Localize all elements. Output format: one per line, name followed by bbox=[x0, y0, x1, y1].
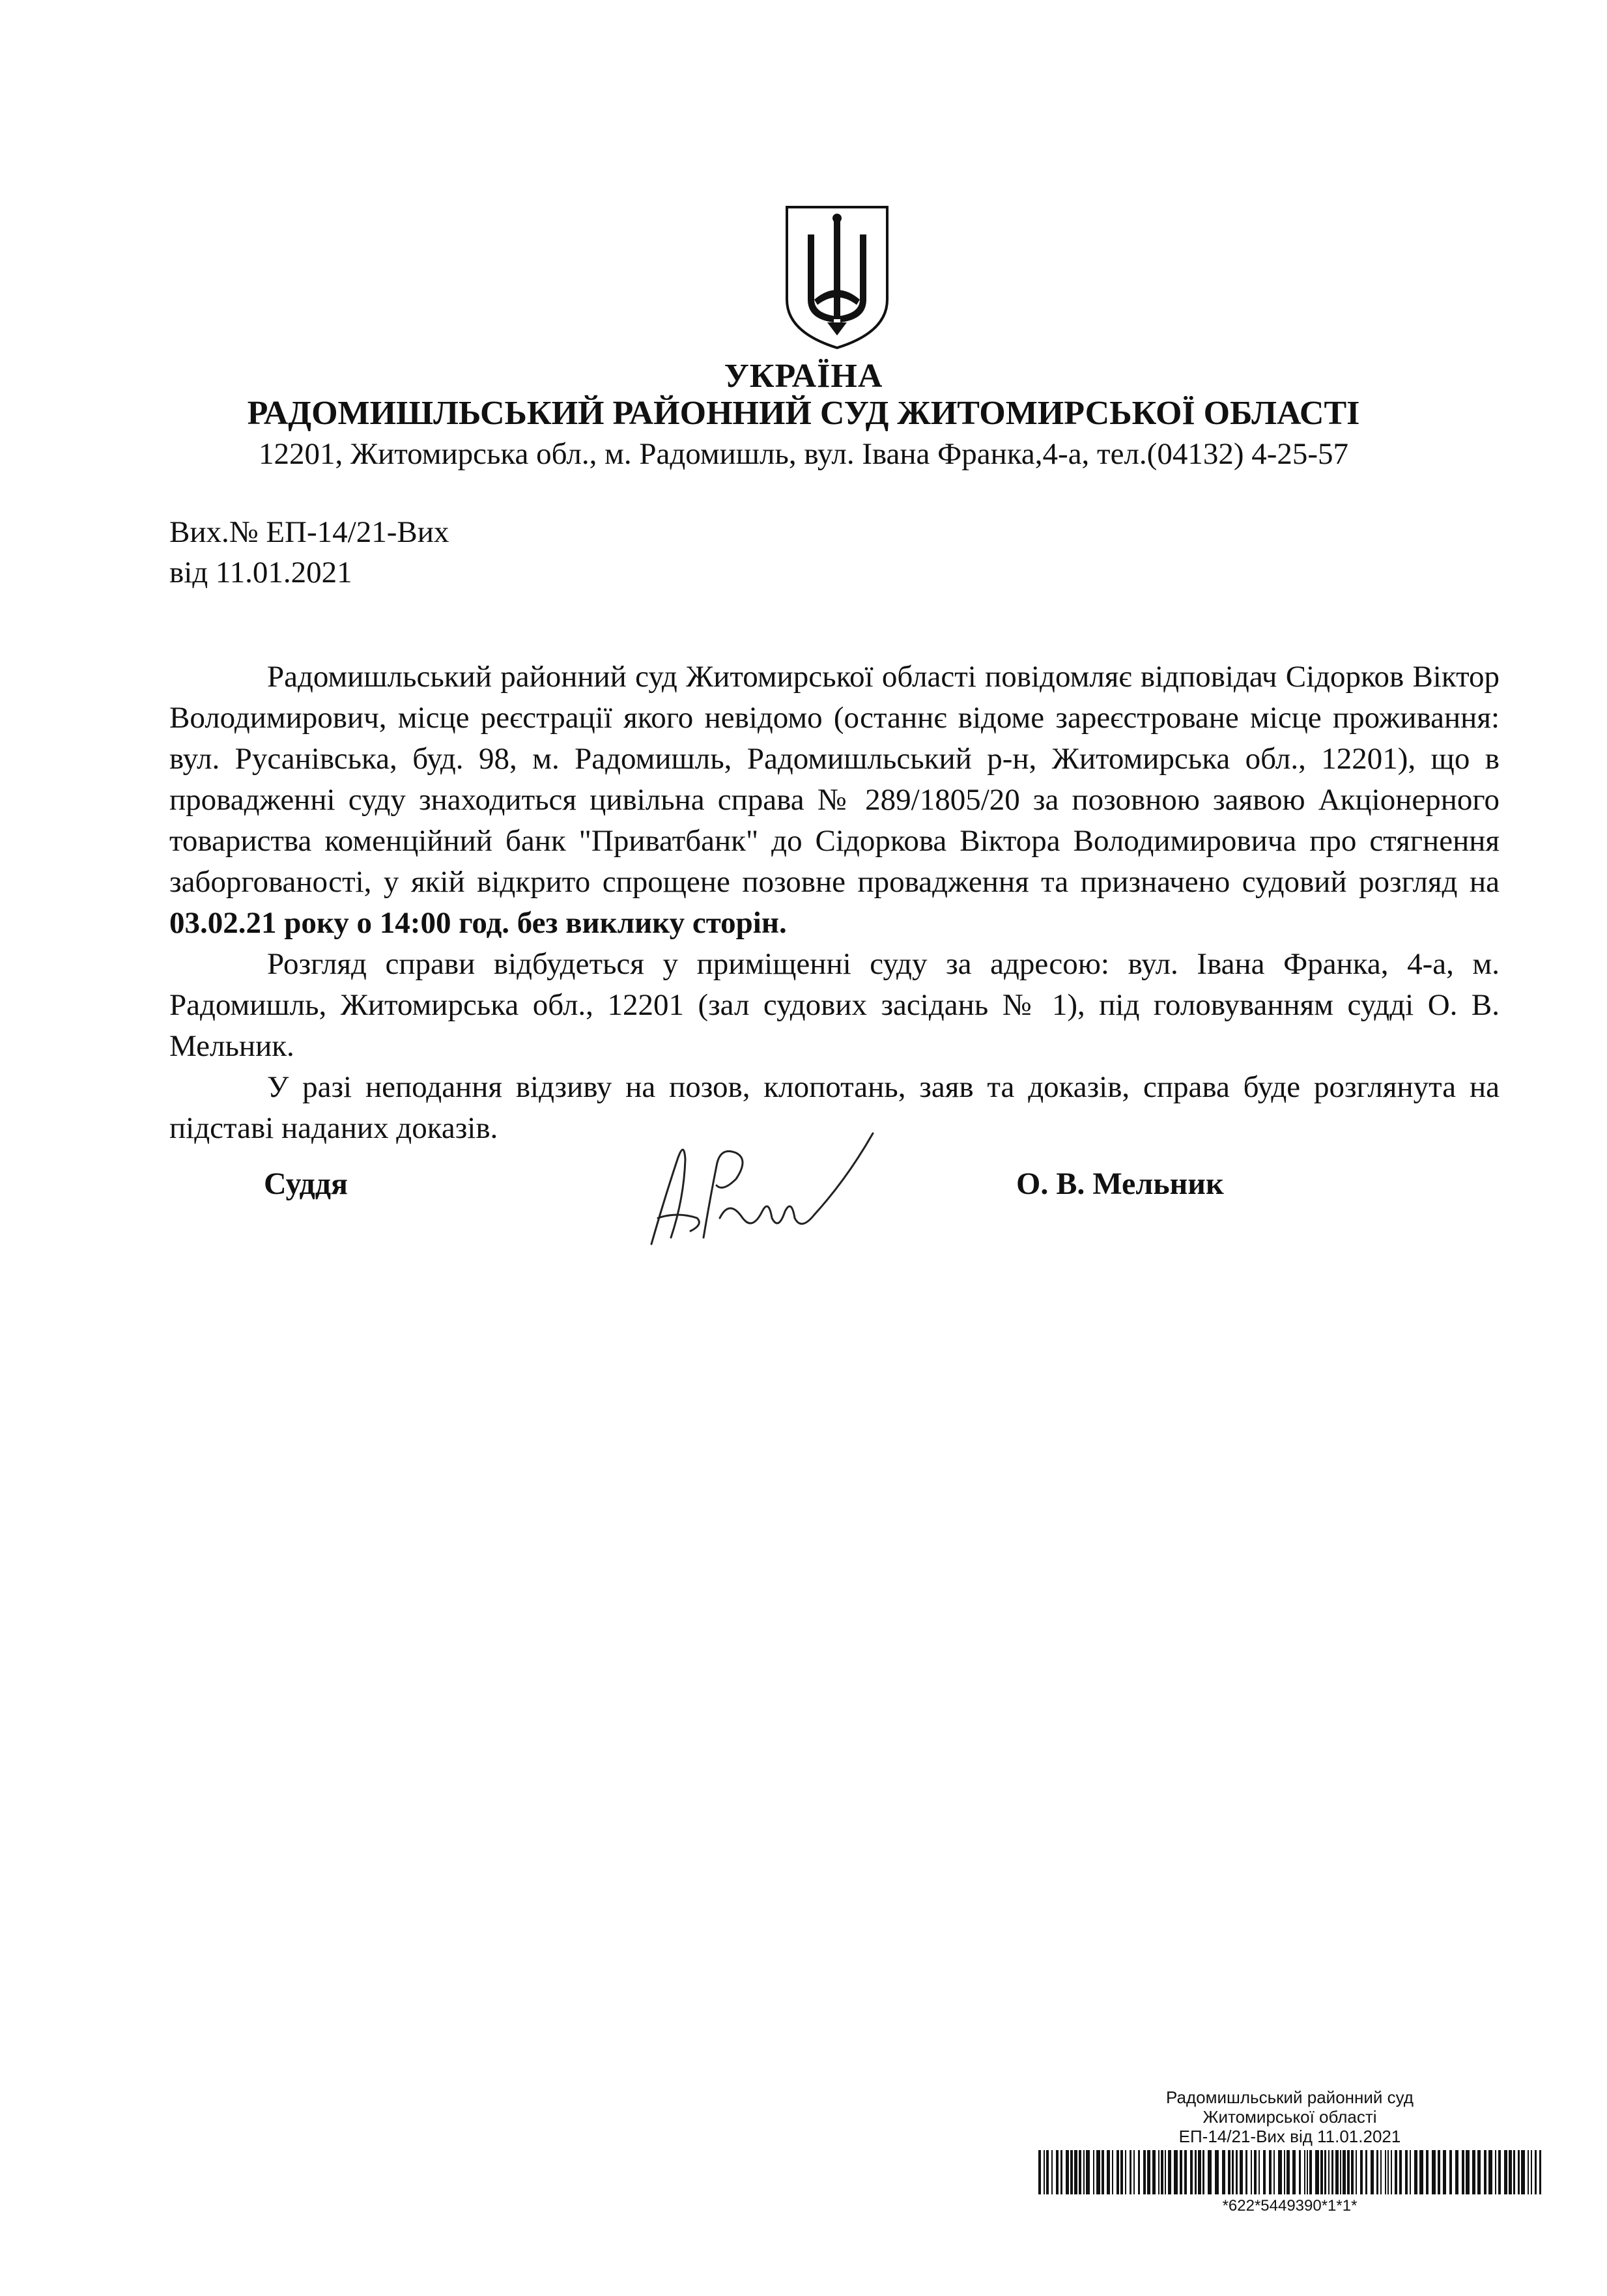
judge-name: О. В. Мельник bbox=[1016, 1167, 1224, 1201]
paragraph-notice bbox=[169, 657, 1500, 944]
outgoing-number: Вих.№ ЕП-14/21-Вих bbox=[169, 515, 449, 549]
stamp-court: Радомишльський районний суд bbox=[1166, 2088, 1414, 2107]
barcode-text: *622*5449390*1*1* bbox=[1222, 2197, 1358, 2215]
hearing-datetime: 03.02.21 року о 14:00 год. без виклику сторін. bbox=[169, 906, 787, 940]
barcode-icon bbox=[1036, 2150, 1544, 2194]
stamp-region: Житомирської області bbox=[1202, 2107, 1377, 2127]
coat-of-arms-icon bbox=[782, 202, 892, 352]
paragraph-consequence: У разі неподання відзиву на позов, клопотань, заяв та доказів, справа буде розглянута на підставі наданих доказів. bbox=[169, 1070, 1500, 1145]
signature-icon bbox=[638, 1120, 899, 1264]
registration-stamp bbox=[1029, 2088, 1550, 2215]
stamp-reference: ЕП-14/21-Вих від 11.01.2021 bbox=[1178, 2127, 1401, 2146]
outgoing-date: від 11.01.2021 bbox=[169, 556, 352, 589]
country-heading: УКРАЇНА bbox=[724, 358, 883, 395]
court-heading: РАДОМИШЛЬСЬКИЙ РАЙОННИЙ СУД ЖИТОМИРСЬКОЇ ОБЛАСТІ bbox=[247, 395, 1360, 432]
judge-label: Суддя bbox=[264, 1167, 348, 1201]
court-address: 12201, Житомирська обл., м. Радомишль, вул. Івана Франка,4-а, тел.(04132) 4-25-57 bbox=[258, 437, 1349, 471]
paragraph-venue: Розгляд справи відбудеться у приміщенні суду за адресою: вул. Івана Франка, 4-а, м. Радомишль, Житомирська обл., 12201 (зал судових засідань № 1), під головуванням судді О. В. Мельник. bbox=[169, 947, 1500, 1063]
notice-text: Радомишльський районний суд Житомирської області повідомляє відповідач Сідорков Віктор Володимирович, місце реєстрації якого невідомо (останнє відоме зареєстроване місце проживання: вул. Русанівська, буд. 98, м. Радомишль, Радомишльський р-н, Житомирська обл., 12201), що в провадженні суду знаходиться цивільна справа № 289/1805/20 за позовною заявою Акціонерного товариства коменційний банк "Приватбанк" до Сідоркова Віктора Володимировича про стягнення заборгованості, у якій відкрито спрощене позовне провадження та призначено судовий розгляд на bbox=[169, 660, 1500, 899]
letter-body bbox=[169, 657, 1500, 1149]
